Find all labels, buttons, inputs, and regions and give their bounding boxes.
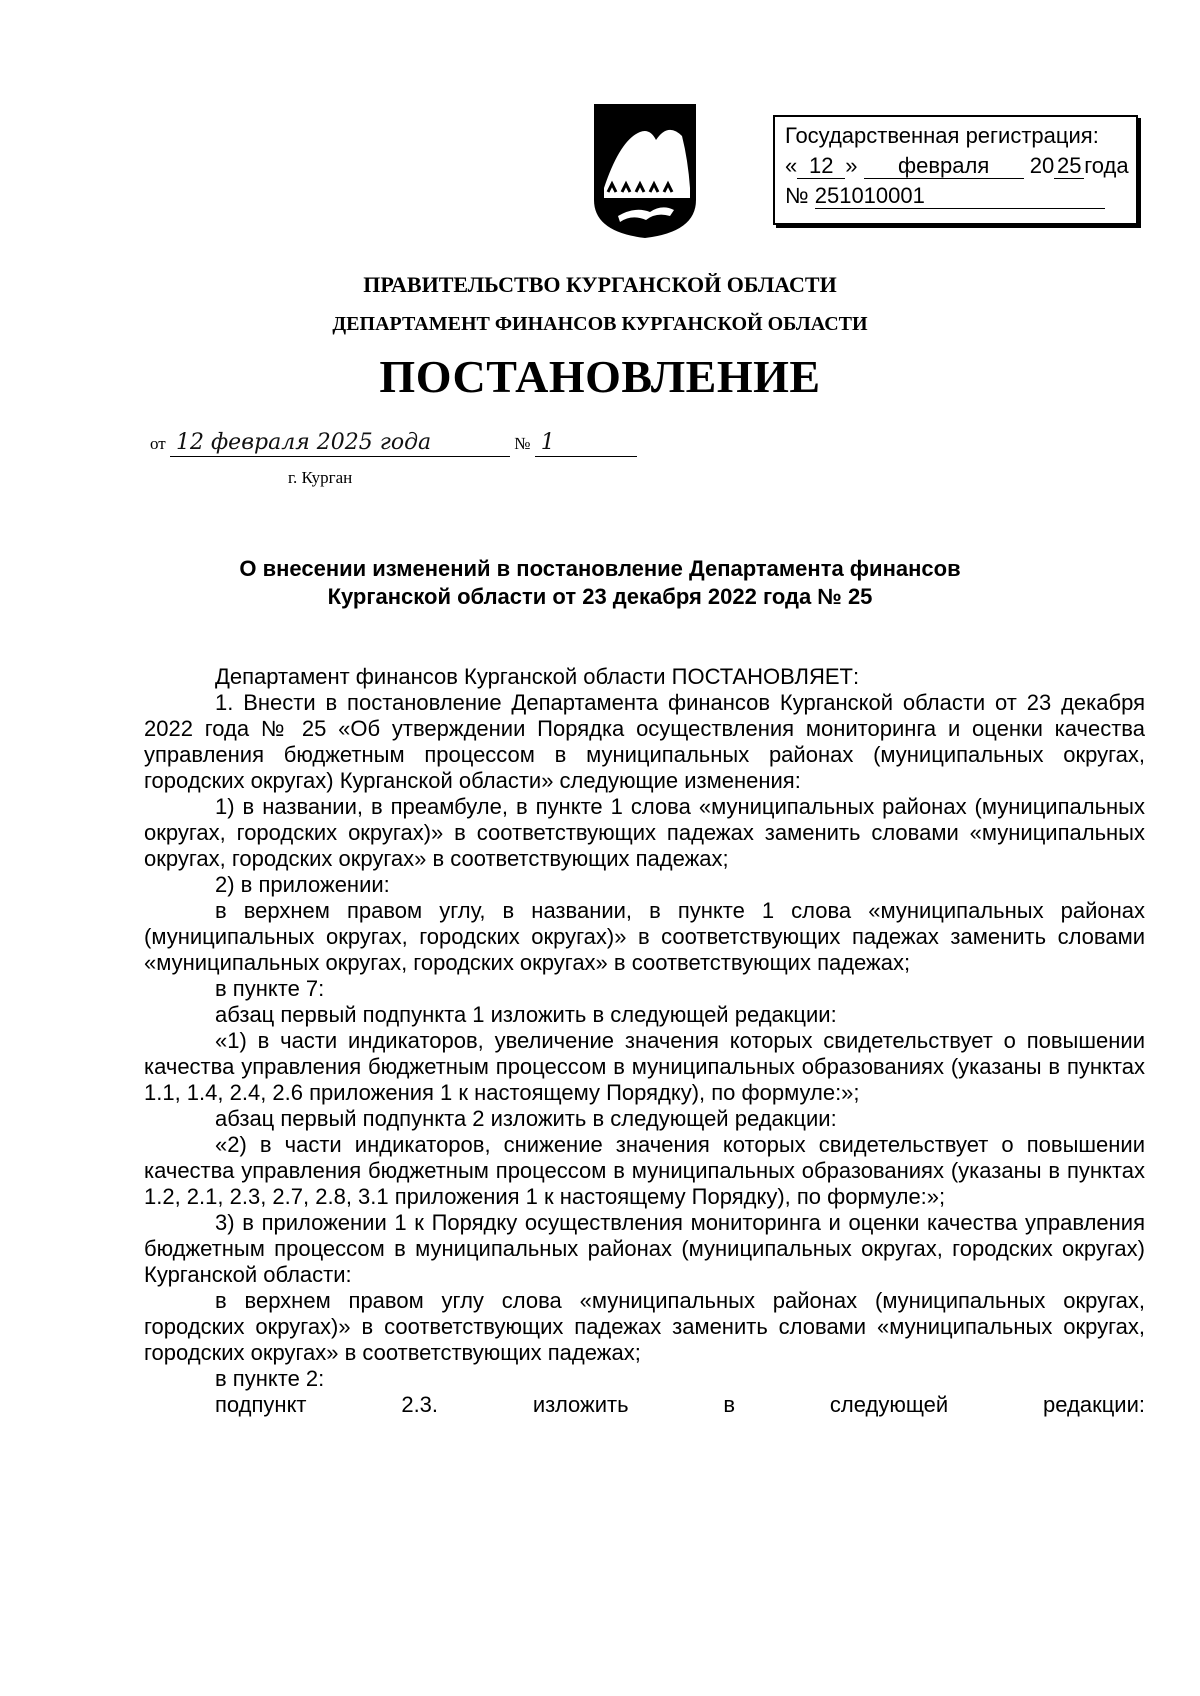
registration-month: февраля [864, 154, 1024, 179]
paragraph-point-7: в пункте 7: [215, 976, 325, 1001]
registration-day: 12 [797, 154, 845, 179]
department-name: ДЕПАРТАМЕНТ ФИНАНСОВ КУРГАНСКОЙ ОБЛАСТИ [332, 313, 868, 335]
registration-number: 251010001 [815, 184, 1105, 209]
city-label: г. Курган [288, 468, 353, 487]
paragraph-point-2-sub: подпункт 2.3. изложить в следующей редакции: [215, 1392, 1145, 1417]
paragraph-preamble: Департамент финансов Курганской области ПОСТАНОВЛЯЕТ: [215, 664, 860, 689]
registration-number-sign: № [785, 183, 809, 208]
paragraph-item-1: 1. Внести в постановление Департамента финансов Курганской области от 23 декабря 2022 года № 25 «Об утверждении Порядка осуществления мониторинга и оценки качества управления бюджетным процессом в муниципальных районах (муниципальных округах, городских округах) Курганской области» следующие изменения: [144, 690, 1145, 793]
number-label: № [514, 434, 531, 453]
government-name: ПРАВИТЕЛЬСТВО КУРГАНСКОЙ ОБЛАСТИ [363, 272, 837, 297]
paragraph-point-7-sub-2: абзац первый подпункта 2 изложить в следующей редакции: [215, 1106, 837, 1131]
subject-line-1: О внесении изменений в постановление Департамента финансов [239, 556, 961, 581]
paragraph-subitem-2: 2) в приложении: [215, 872, 390, 897]
paragraph-point-7-sub-1-text: «1) в части индикаторов, увеличение значения которых свидетельствует о повышении качества управления бюджетным процессом в муниципальных образованиях (указаны в пунктах 1.1, 1.4, 2.4, 2.6 приложения 1 к настоящему Порядку), по формуле:»; [144, 1028, 1145, 1105]
paragraph-point-2: в пункте 2: [215, 1366, 325, 1391]
registration-year-word: года [1084, 153, 1129, 178]
registration-quote-open: « [785, 153, 798, 178]
handwritten-date: 12 февраля 2025 года [170, 430, 510, 457]
resolution-subject [0, 555, 1200, 611]
registration-date [785, 151, 1129, 181]
paragraph-subitem-3: 3) в приложении 1 к Порядку осуществления мониторинга и оценки качества управления бюджетным процессом в муниципальных районах (муниципальных округах, городских округах) Курганской области: [144, 1210, 1145, 1287]
registration-title: Государственная регистрация: [785, 123, 1099, 148]
resolution-date-line [150, 430, 637, 457]
subject-line-2: Курганской области от 23 декабря 2022 года № 25 [327, 584, 873, 609]
handwritten-number: 1 [535, 430, 637, 457]
registration-stamp [773, 115, 1138, 225]
registration-year-suffix: 25 [1054, 154, 1084, 179]
paragraph-point-7-sub-2-text: «2) в части индикаторов, снижение значения которых свидетельствует о повышении качества управления бюджетным процессом в муниципальных образованиях (указаны в пунктах 1.2, 2.1, 2.3, 2.7, 2.8, 3.1 приложения 1 к настоящему Порядку), по формуле:»; [144, 1132, 1145, 1209]
registration-quote-close: » [845, 153, 858, 178]
registration-year-prefix: 20 [1029, 153, 1055, 178]
paragraph-subitem-1: 1) в названии, в преамбуле, в пункте 1 слова «муниципальных районах (муниципальных округах, городских округах)» в соответствующих падежах заменить словами «муниципальных округах, городских округах» в соответствующих падежах; [144, 794, 1145, 871]
resolution-body [144, 664, 1145, 1418]
coat-of-arms-emblem [590, 100, 700, 240]
registration-number-row [785, 181, 1126, 211]
document-type-title: ПОСТАНОВЛЕНИЕ [379, 351, 821, 402]
from-label: от [150, 434, 166, 453]
paragraph-subitem-2-text: в верхнем правом углу, в названии, в пункте 1 слова «муниципальных районах (муниципальных округах, городских округах)» в соответствующих падежах заменить словами «муниципальных округах, городских округах» в соответствующих падежах; [144, 898, 1145, 975]
paragraph-point-7-sub-1: абзац первый подпункта 1 изложить в следующей редакции: [215, 1002, 837, 1027]
paragraph-subitem-3-text: в верхнем правом углу слова «муниципальных районах (муниципальных округах, городских округах)» в соответствующих падежах заменить словами «муниципальных округах, городских округах» в соответствующих падежах; [144, 1288, 1145, 1365]
